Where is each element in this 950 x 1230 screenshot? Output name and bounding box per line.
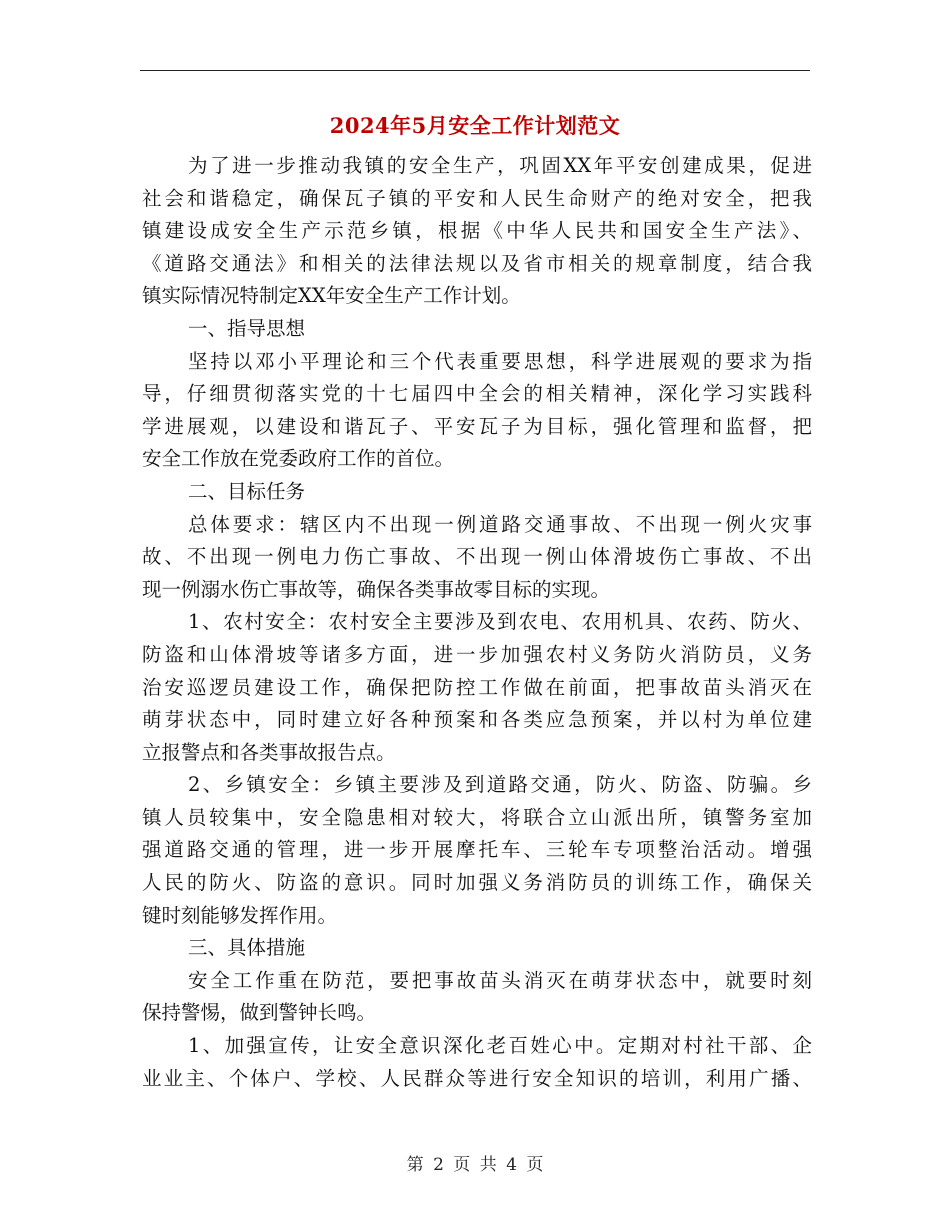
paragraph-line: 防盗和山体滑坡等诸多方面，进一步加强农村义务防火消防员，义务 [142,642,812,666]
paragraph-line: 一、指导思想 [188,316,306,340]
document-body [142,150,812,1095]
paragraph-line: 社会和谐稳定，确保瓦子镇的平安和人民生命财产的绝对安全，把我 [142,186,812,210]
paragraph-line: 镇建设成安全生产示范乡镇，根据《中华人民共和国安全生产法》、 [142,219,812,243]
paragraph-line: 《道路交通法》和相关的法律法规以及省市相关的规章制度，结合我 [142,251,812,275]
paragraph-line: 故、不出现一例电力伤亡事故、不出现一例山体滑坡伤亡事故、不出 [142,545,812,569]
paragraph-line: 坚持以邓小平理论和三个代表重要思想，科学进展观的要求为指 [188,349,812,373]
paragraph-line: 二、目标任务 [188,479,306,503]
document-title: 2024年5月安全工作计划范文 [329,113,621,138]
paragraph-line: 导，仔细贯彻落实党的十七届四中全会的相关精神，深化学习实践科 [142,382,812,406]
paragraph-line: 1、农村安全：农村安全主要涉及到农电、农用机具、农药、防火、 [188,610,812,634]
paragraph-line: 1、加强宣传，让安全意识深化老百姓心中。定期对村社干部、企 [188,1034,812,1058]
paragraph-line: 三、具体措施 [188,936,306,960]
paragraph-line: 总体要求：辖区内不出现一例道路交通事故、不出现一例火灾事 [188,512,812,536]
paragraph-line: 人民的防火、防盗的意识。同时加强义务消防员的训练工作，确保关 [142,871,812,895]
paragraph-line: 现一例溺水伤亡事故等，确保各类事故零目标的实现。 [142,577,611,601]
header-rule [140,70,810,71]
paragraph-line: 为了进一步推动我镇的安全生产，巩固XX年平安创建成果，促进 [188,154,812,177]
paragraph-line: 镇实际情况特制定XX年安全生产工作计划。 [142,284,521,308]
paragraph-line: 安全工作放在党委政府工作的首位。 [142,447,455,471]
paragraph-line: 强道路交通的管理，进一步开展摩托车、三轮车专项整治活动。增强 [142,838,812,862]
paragraph-line: 萌芽状态中，同时建立好各种预案和各类应急预案，并以村为单位建 [142,708,812,732]
paragraph-line: 治安巡逻员建设工作，确保把防控工作做在前面，把事故苗头消灭在 [142,675,812,699]
paragraph-line: 键时刻能够发挥作用。 [142,903,338,927]
paragraph-line: 2、乡镇安全：乡镇主要涉及到道路交通，防火、防盗、防骗。乡 [188,773,812,797]
paragraph-line: 业业主、个体户、学校、人民群众等进行安全知识的培训，利用广播、 [142,1066,812,1090]
paragraph-line: 安全工作重在防范，要把事故苗头消灭在萌芽状态中，就要时刻 [188,968,812,992]
paragraph-line: 立报警点和各类事故报告点。 [142,740,396,764]
page-footer: 第 2 页 共 4 页 [406,1155,544,1175]
paragraph-line: 镇人员较集中，安全隐患相对较大，将联合立山派出所，镇警务室加 [142,805,812,829]
paragraph-line: 学进展观，以建设和谐瓦子、平安瓦子为目标，强化管理和监督，把 [142,414,812,438]
paragraph-line: 保持警惕，做到警钟长鸣。 [142,1001,377,1025]
